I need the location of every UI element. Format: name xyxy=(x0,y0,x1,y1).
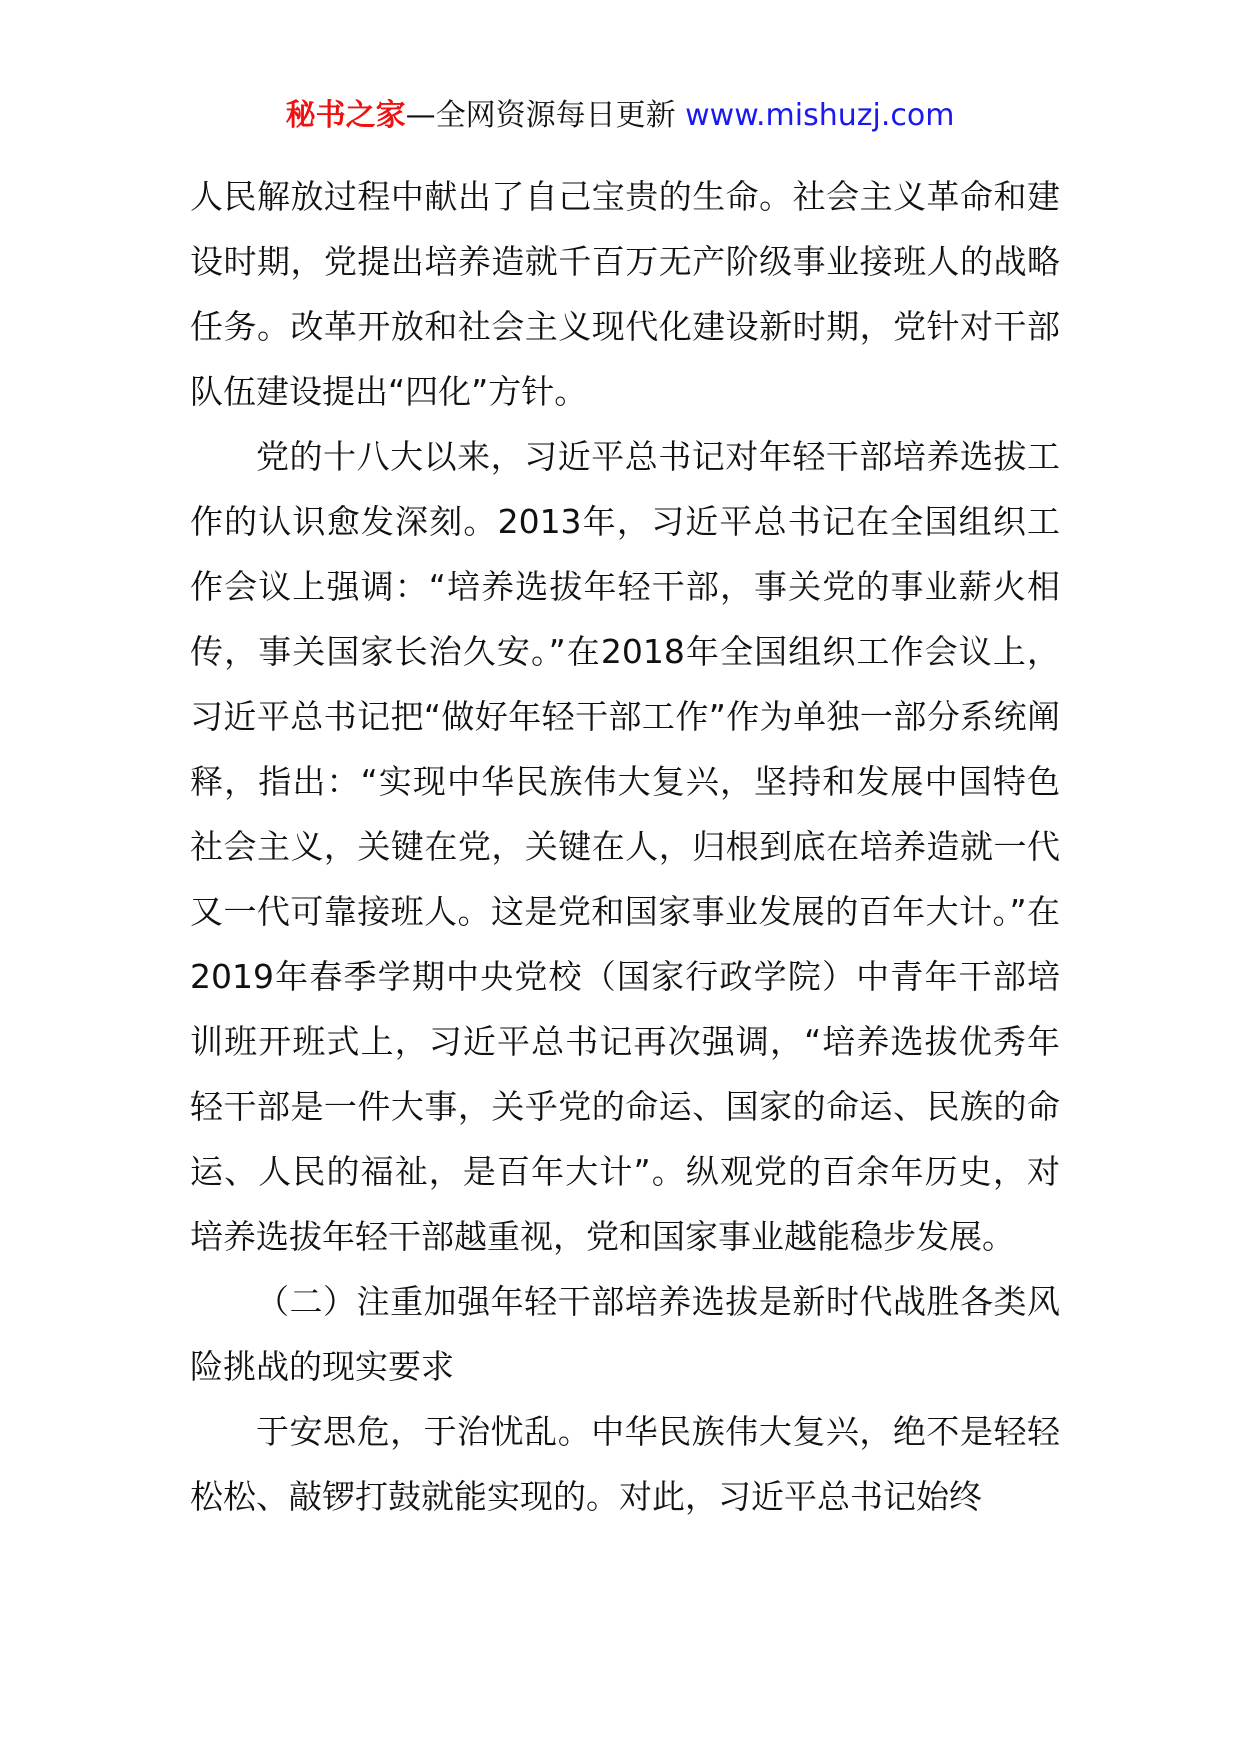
paragraph: 于安思危，于治忧乱。中华民族伟大复兴，绝不是轻轻松松、敲锣打鼓就能实现的。对此，习近平总书记始终 xyxy=(190,1412,1060,1516)
header-tagline: —全网资源每日更新 xyxy=(405,98,676,133)
page-header xyxy=(0,96,1240,136)
section-heading: （二）注重加强年轻干部培养选拔是新时代战胜各类风险挑战的现实要求 xyxy=(190,1282,1060,1386)
paragraph: 党的十八大以来，习近平总书记对年轻干部培养选拔工作的认识愈发深刻。2013年，习近平总书记在全国组织工作会议上强调：“培养选拔年轻干部，事关党的事业薪火相传，事关国家长治久安。”在2018年全国组织工作会议上，习近平总书记把“做好年轻干部工作”作为单独一部分系统阐释，指出：“实现中华民族伟大复兴，坚持和发展中国特色社会主义，关键在党，关键在人，归根到底在培养造就一代又一代可靠接班人。这是党和国家事业发展的百年大计。”在2019年春季学期中央党校（国家行政学院）中青年干部培训班开班式上，习近平总书记再次强调，“培养选拔优秀年轻干部是一件大事，关乎党的命运、国家的命运、民族的命运、人民的福祉，是百年大计”。纵观党的百余年历史，对培养选拔年轻干部越重视，党和国家事业越能稳步发展。 xyxy=(190,437,1060,1256)
paragraph-continuation: 人民解放过程中献出了自己宝贵的生命。社会主义革命和建设时期，党提出培养造就千百万无产阶级事业接班人的战略任务。改革开放和社会主义现代化建设新时期，党针对干部队伍建设提出“四化”方针。 xyxy=(190,177,1060,411)
brand-name: 秘书之家 xyxy=(285,98,406,133)
website-link[interactable]: www.mishuzj.com xyxy=(685,98,955,133)
document-body xyxy=(190,164,1060,1529)
